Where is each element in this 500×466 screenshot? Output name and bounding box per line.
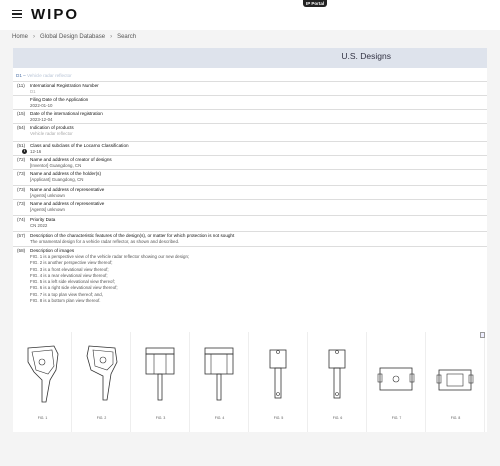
field-row — [13, 185, 487, 199]
document-reference: D1 – Vehicle radar reflector — [16, 73, 72, 78]
field-label: Indication of products — [30, 125, 74, 130]
front-drawing — [138, 340, 182, 410]
image-descriptions — [30, 254, 189, 304]
field-code: (74) — [17, 217, 26, 222]
menu-icon[interactable] — [12, 10, 22, 18]
perspective-drawing — [79, 340, 123, 410]
field-code: (57) — [17, 233, 26, 238]
image-description: FIG. 7 is a top plan view thereof; and, — [30, 291, 103, 297]
image-description: FIG. 5 is a left side elevational view thereof; — [30, 279, 115, 285]
record-panel — [13, 48, 487, 332]
figure-label: FIG. 1 — [37, 416, 48, 420]
breadcrumb-global-design-database[interactable]: Global Design Database — [40, 34, 106, 40]
bottom-plan-drawing — [433, 340, 477, 410]
figure-label: FIG. 7 — [391, 416, 402, 420]
field-code: (72) — [17, 157, 26, 162]
top-bar — [0, 0, 500, 30]
field-code: (51) — [17, 143, 26, 148]
breadcrumb-search: Search — [117, 34, 137, 40]
field-label: Name and address of the holder(s) — [30, 171, 101, 176]
figure-thumbnail[interactable] — [249, 332, 308, 432]
figure-label: FIG. 3 — [155, 416, 166, 420]
figure-thumbnail[interactable] — [131, 332, 190, 432]
broken-image-icon — [480, 332, 485, 338]
field-label: Class and subclass of the Locarno Classification — [30, 143, 129, 148]
field-value: The ornamental design for a vehicle radar reflector, as shown and described. — [30, 239, 180, 244]
field-code: (73) — [17, 201, 26, 206]
field-label: Filing Date of the Application — [30, 97, 89, 102]
document-title: Vehicle radar reflector — [27, 73, 72, 78]
figure-thumbnail[interactable] — [190, 332, 249, 432]
field-value: 2023-12-04 — [30, 117, 53, 122]
field-label: Name and address of representative — [30, 187, 105, 192]
image-description: FIG. 1 is a perspective view of the vehicle radar reflector showing our new design; — [30, 254, 190, 259]
left-side-drawing — [256, 340, 300, 410]
field-value: [Inventor] Guangdong, CN — [30, 163, 82, 168]
page-title: U.S. Designs — [341, 51, 391, 61]
figure-label: FIG. 2 — [96, 416, 107, 420]
field-code: (73) — [17, 187, 26, 192]
figure-thumbnail[interactable] — [13, 332, 72, 432]
image-description: FIG. 2 is another perspective view thereof; — [30, 260, 113, 266]
field-value: 12-16 — [30, 149, 42, 154]
design-figures — [13, 332, 487, 432]
field-row — [13, 95, 487, 109]
perspective-drawing — [20, 340, 64, 410]
field-row — [13, 199, 487, 215]
field-value: CN 2022 — [30, 223, 48, 228]
field-row — [13, 109, 487, 123]
field-value: Vehicle radar reflector — [30, 131, 73, 136]
field-row — [13, 231, 487, 246]
record-header — [13, 48, 487, 68]
field-row — [13, 169, 487, 185]
ip-portal-badge[interactable]: IP Portal — [303, 0, 327, 7]
breadcrumb-home[interactable]: Home — [12, 34, 29, 40]
figure-thumbnail[interactable] — [308, 332, 367, 432]
wipo-logo[interactable]: WIPO — [31, 6, 79, 23]
field-row — [13, 155, 487, 169]
field-label: Description of images — [30, 248, 75, 253]
figure-label: FIG. 4 — [214, 416, 225, 420]
field-label: Name and address of representative — [30, 201, 105, 206]
figure-label: FIG. 5 — [273, 416, 284, 420]
info-icon[interactable]: i — [22, 149, 27, 154]
field-code: (11) — [17, 83, 25, 88]
bibliographic-fields — [13, 81, 487, 312]
breadcrumb — [12, 33, 136, 41]
field-value: 2022-01-10 — [30, 103, 53, 108]
field-value: [Agents] unknown — [30, 207, 65, 212]
field-code: (54) — [17, 125, 26, 130]
field-value: [Agents] unknown — [30, 193, 65, 198]
figure-label: FIG. 8 — [450, 416, 461, 420]
figure-thumbnail[interactable] — [72, 332, 131, 432]
field-label: Description of the characteristic features of the design(s), or matter for which protection is not sought — [30, 233, 235, 238]
field-row — [13, 246, 487, 312]
image-description: FIG. 3 is a front elevational view thereof; — [30, 266, 109, 272]
field-row — [13, 215, 487, 231]
right-side-drawing — [315, 340, 359, 410]
figure-thumbnail[interactable] — [426, 332, 485, 432]
image-description: FIG. 6 is a right side elevational view thereof; — [30, 285, 118, 291]
image-description: FIG. 4 is a rear elevational view thereof; — [30, 272, 108, 278]
field-row — [13, 81, 487, 95]
figure-label: FIG. 6 — [332, 416, 343, 420]
image-description: FIG. 8 is a bottom plan view thereof. — [30, 298, 101, 304]
field-code: (58) — [17, 248, 26, 253]
field-row — [13, 123, 487, 141]
field-code: (73) — [17, 171, 26, 176]
rear-drawing — [197, 340, 241, 410]
chevron-right-icon: › — [33, 34, 36, 40]
chevron-right-icon: › — [110, 34, 113, 40]
field-value: [Applicant] Guangdong, CN — [30, 177, 84, 182]
field-code: (15) — [17, 111, 26, 116]
field-label: Date of the international registration — [30, 111, 103, 116]
top-plan-drawing — [374, 340, 418, 410]
field-label: Priority Data — [30, 217, 56, 222]
field-label: International Registration Number — [30, 83, 99, 88]
document-id: D1 — [16, 73, 22, 78]
field-row — [13, 141, 487, 155]
field-value: D1 — [30, 89, 36, 94]
figure-thumbnail[interactable] — [367, 332, 426, 432]
field-label: Name and address of creator of designs — [30, 157, 112, 162]
